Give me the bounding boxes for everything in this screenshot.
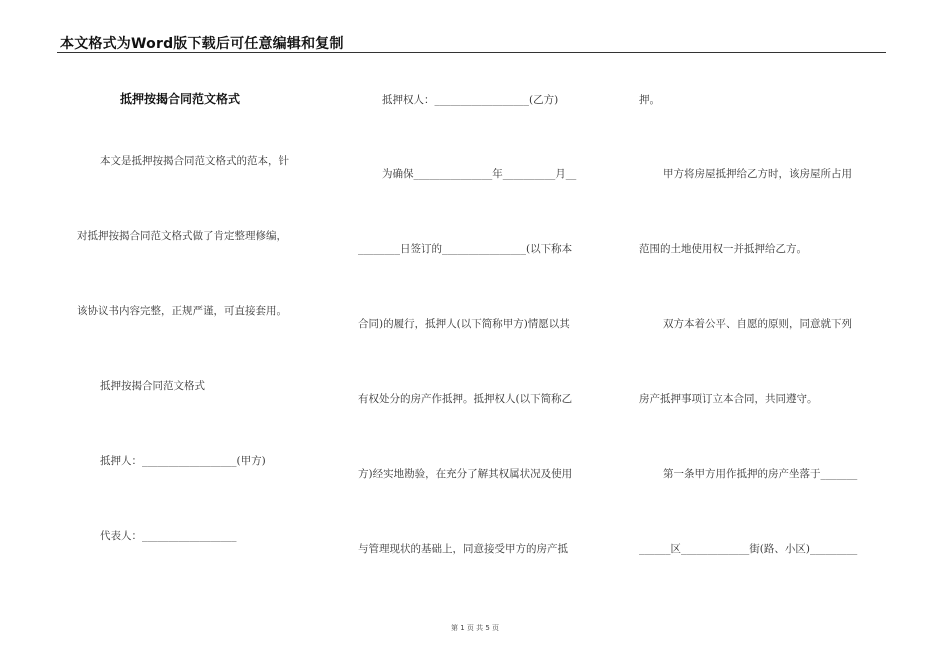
paragraph-line: 有权处分的房产作抵押。抵押权人(以下简称乙 [358, 393, 573, 405]
paragraph-line: 房产抵押事项订立本合同，共同遵守。 [639, 393, 818, 405]
download-notice-header: 本文格式为Word版下载后可任意编辑和复制 [60, 36, 344, 52]
paragraph-line: 第一条甲方用作抵押的房产坐落于_______ [663, 468, 858, 480]
paragraph-line: 合同)的履行，抵押人(以下简称甲方)情愿以其 [358, 318, 570, 330]
paragraph-line: 抵押按揭合同范文格式 [100, 380, 205, 392]
paragraph-line: 范围的土地使用权一并抵押给乙方。 [639, 243, 807, 255]
paragraph-line: 抵押人：__________________(甲方) [100, 455, 266, 467]
paragraph-line: 代表人：__________________ [100, 530, 237, 542]
paragraph-line: ______区_____________街(路、小区)_________ [639, 543, 858, 555]
page-number: 第 1 页 共 5 页 [450, 624, 500, 632]
paragraph-line: 甲方将房屋抵押给乙方时，该房屋所占用 [663, 168, 852, 180]
paragraph-line: 对抵押按揭合同范文格式做了肯定整理修编， [77, 230, 287, 242]
paragraph-line: 本文是抵押按揭合同范文格式的范本，针 [100, 155, 289, 167]
document-title: 抵押按揭合同范文格式 [120, 92, 241, 106]
paragraph-line: 方)经实地勘验，在充分了解其权属状况及使用 [358, 468, 573, 480]
header-divider [57, 52, 886, 53]
paragraph-line: ________日签订的________________(以下称本 [358, 243, 573, 255]
paragraph-line: 抵押权人：__________________(乙方) [382, 94, 559, 106]
paragraph-line: 双方本着公平、自愿的原则，同意就下列 [663, 318, 852, 330]
paragraph-line: 押。 [639, 94, 660, 106]
paragraph-line: 该协议书内容完整，正规严谨，可直接套用。 [77, 305, 287, 317]
paragraph-line: 与管理现状的基础上，同意接受甲方的房产抵 [358, 543, 568, 555]
paragraph-line: 为确保_______________年__________月__ [382, 168, 577, 180]
